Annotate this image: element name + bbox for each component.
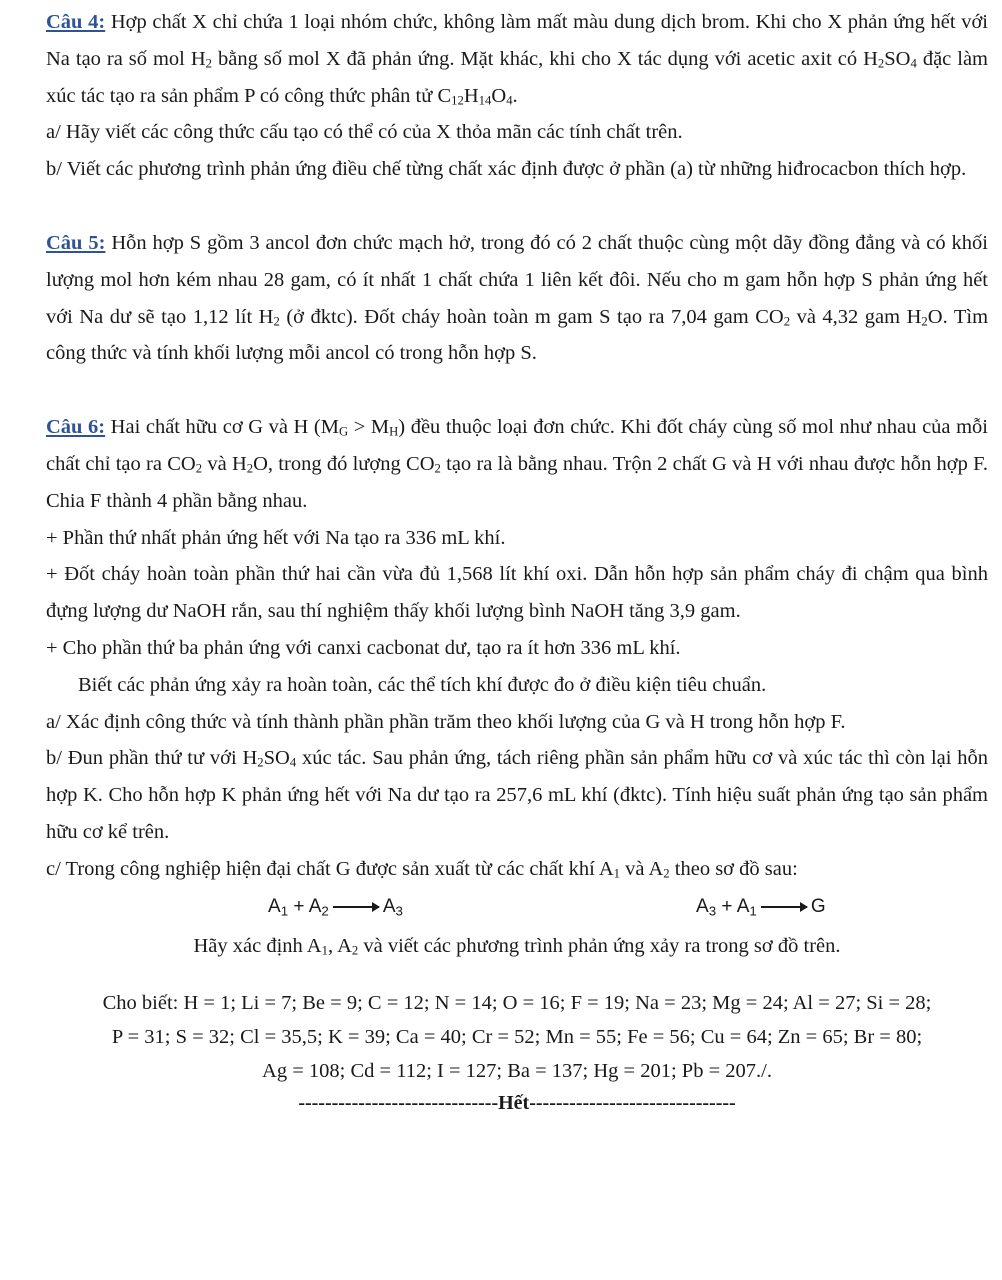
question-4-stem: Câu 4: Hợp chất X chỉ chứa 1 loại nhóm chức, không làm mất màu dung dịch brom. Khi cho X phản ứng hết với Na tạo ra số mol H2 bằng số mol X đã phản ứng. Mặt khác, khi cho X tác dụng với acetic axit có H2SO4 đặc làm xúc tác tạo ra sản phẩm P có công thức phân tử C12H14O4. (46, 11, 988, 107)
question-5 (46, 225, 988, 372)
question-6-part-3: + Cho phần thứ ba phản ứng với canxi cacbonat dư, tạo ra ít hơn 336 mL khí. (46, 636, 681, 659)
question-6-part-1: + Phần thứ nhất phản ứng hết với Na tạo ra 336 mL khí. (46, 526, 506, 549)
question-6-part-b: b/ Đun phần thứ tư với H2SO4 xúc tác. Sau phản ứng, tách riêng phần sản phẩm hữu cơ và xúc tác thì còn lại hỗn hợp K. Cho hỗn hợp K phản ứng hết với Na dư tạo ra 257,6 mL khí (đktc). Tính hiệu suất phản ứng tạo sản phẩm hữu cơ kể trên. (46, 747, 988, 843)
question-6-stem: Câu 6: Hai chất hữu cơ G và H (MG > MH) đều thuộc loại đơn chức. Khi đốt cháy cùng số mol như nhau của mỗi chất chỉ tạo ra CO2 và H2O, trong đó lượng CO2 tạo ra là bằng nhau. Trộn 2 chất G và H với nhau được hỗn hợp F. Chia F thành 4 phần bằng nhau. (46, 416, 989, 512)
question-6 (46, 409, 988, 964)
question-6-part-a: a/ Xác định công thức và tính thành phần phần trăm theo khối lượng của G và H trong hỗn hợp F. (46, 710, 846, 733)
atomic-masses-line-1: Cho biết: H = 1; Li = 7; Be = 9; C = 12; N = 14; O = 16; F = 19; Na = 23; Mg = 24; Al = 27; Si = 28; (102, 992, 932, 1015)
end-marker: ------------------------------Hết------------------------------- (298, 1092, 736, 1115)
atomic-masses-line-2: P = 31; S = 32; Cl = 35,5; K = 39; Ca = 40; Cr = 52; Mn = 55; Fe = 56; Cu = 64; Zn = 65; Br = 80; (111, 1026, 923, 1049)
question-4 (46, 4, 988, 188)
end-text: Hết (498, 1092, 530, 1115)
atomic-masses (46, 986, 988, 1088)
question-4-part-b: b/ Viết các phương trình phản ứng điều chế từng chất xác định được ở phần (a) từ những hiđrocacbon thích hợp. (46, 158, 967, 181)
question-6-label: Câu 6: (46, 416, 106, 439)
reaction-equation-1: A1 + A2 A3 (268, 896, 403, 919)
question-6-part-c: c/ Trong công nghiệp hiện đại chất G được sản xuất từ các chất khí A1 và A2 theo sơ đồ sau: (46, 857, 798, 881)
question-4-label: Câu 4: (46, 11, 106, 33)
reaction-scheme (46, 888, 988, 928)
question-5-label: Câu 5: (46, 231, 106, 254)
question-6-part-2: + Đốt cháy hoàn toàn phần thứ hai cần vừa đủ 1,568 lít khí oxi. Dẫn hỗn hợp sản phẩm cháy đi chậm qua bình đựng lượng dư NaOH rắn, sau thí nghiệm thấy khối lượng bình NaOH tăng 3,9 gam. (46, 563, 988, 623)
atomic-masses-line-3: Ag = 108; Cd = 112; I = 127; Ba = 137; Hg = 201; Pb = 207./. (262, 1060, 772, 1083)
question-4-part-a: a/ Hãy viết các công thức cấu tạo có thể có của X thỏa mãn các tính chất trên. (46, 121, 683, 144)
reaction-equation-2: A3 + A1 G (696, 896, 826, 919)
reaction-arrow-icon (761, 906, 807, 908)
question-6-part-c-task: Hãy xác định A1, A2 và viết các phương trình phản ứng xảy ra trong sơ đồ trên. (193, 934, 841, 957)
reaction-arrow-icon (333, 906, 379, 908)
question-6-note: Biết các phản ứng xảy ra hoàn toàn, các thể tích khí được đo ở điều kiện tiêu chuẩn. (78, 673, 767, 696)
question-5-stem: Câu 5: Hỗn hợp S gồm 3 ancol đơn chức mạch hở, trong đó có 2 chất thuộc cùng một dãy đồng đẳng và có khối lượng mol hơn kém nhau 28 gam, có ít nhất 1 chất chứa 1 liên kết đôi. Nếu cho m gam hỗn hợp S phản ứng hết với Na dư sẽ tạo 1,12 lít H2 (ở đktc). Đốt cháy hoàn toàn m gam S tạo ra 7,04 gam CO2 và 4,32 gam H2O. Tìm công thức và tính khối lượng mỗi ancol có trong hỗn hợp S. (46, 231, 989, 365)
